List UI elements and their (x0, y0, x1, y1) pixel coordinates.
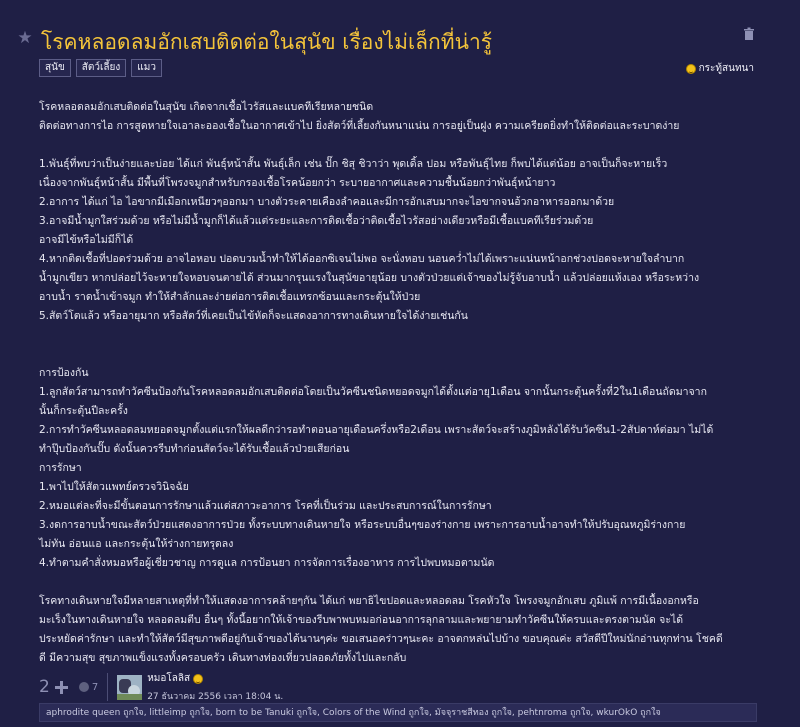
post-body (39, 98, 755, 668)
smiley-icon (686, 64, 696, 74)
vote-count: 2 (39, 677, 50, 697)
likes-list: aphrodite queen ถูกใจ, littleimp ถูกใจ, born to be Tanuki ถูกใจ, Colors of the Wind ถูกใจ, มัจจุราชสีทอง ถูกใจ, pehtnroma ถูกใจ, wkurOkO ถูกใจ (39, 703, 757, 722)
author-name[interactable]: หมอโลลิส (147, 673, 191, 684)
closing-paragraph: โรคทางเดินหายใจมีหลายสาเหตุที่ทำให้แสดงอาการคล้ายๆกัน ได้แก่ พยาธิไขปอดและหลอดลม โรคหัวใจ โพรงจมูกอักเสบ ภูมิแพ้ การมีเนื้องอกหรือ มะเร็งในทางเดินหายใจ หลอดลมตีบ อื่นๆ ทั้งนี้อยากให้เจ้าของรีบพาพบหมอก่อนอาการลุกลามและพยายามทำวัคซีนให้ครบและตรงตามนัด จะได้ ประหยัดค่ารักษา และทำให้สัตว์มีสุขภาพดีอยู่กับเจ้าของได้นานๆค่ะ ขอเสนอคร่าวๆนะคะ อาจตกหล่นไปบ้าง ขอบคุณค่ะ สวัสดีปีใหม่นักอ่านทุกท่าน โชคดี ดี มีความสุข สุขภาพแข็งแรงทั้งครอบครัว เดินทางท่องเที่ยวปลอดภัยทั้งไปและกลับ (39, 595, 723, 664)
prevention-paragraph: การป้องกัน 1.ลูกสัตว์สามารถทำวัคซีนป้องกันโรคหลอดลมอักเสบติดต่อโดยเป็นวัคซีนชนิดหยอดจมูกได้ตั้งแต่อายุ1เดือน จากนั้นกระตุ้นครั้งที่2ใน1เดือนถัดมาจาก นั้นก็กระตุ้นปีละครั้ง 2.การทำวัคซีนหลอดลมหยอดจมูกตั้งแต่แรกให้ผลดีกว่ารอทำตอนอายุเดือนครึ่งหรือ2เดือน เพราะสัตว์จะสร้างภูมิหลังได้รับวัคซีน1-2สัปดาห์ต่อมา ไม่ได้ ทำปุ๊บป้องกันปั๊บ ดังนั้นควรรีบทำก่อนสัตว์จะได้รับเชื้อแล้วป่วยเสียก่อน (39, 367, 714, 455)
topic-type-label: กระทู้สนทนา (698, 63, 754, 74)
tag-list (39, 59, 162, 77)
footer-divider (107, 673, 108, 701)
post-footer (39, 671, 283, 703)
treatment-paragraph: การรักษา 1.พาไปให้สัตวแพทย์ตรวจวินิจฉัย 2.หมอแต่ละที่จะมีขั้นตอนการรักษาแล้วแต่สภาวะอาการ โรคที่เป็นร่วม และประสบการณ์ในการรักษา 3.งดการอาบน้ำขณะสัตว์ป่วยแสดงอาการป่วย ทั้งระบบทางเดินหายใจ หรือระบบอื่นๆของร่างกาย เพราะการอาบน้ำอาจทำให้ปรับอุณหภูมิร่างกาย ไม่ทัน อ่อนแอ และกระตุ้นให้ร่างกายทรุดลง 4.ทำตามคำสั่งหมอหรือผู้เชี่ยวชาญ การดูแล การป้อนยา การจัดการเรื่องอาหาร การไปพบหมอตามนัด (39, 462, 686, 569)
topic-type-badge (686, 61, 754, 76)
topic-title: โรคหลอดลมอักเสบติดต่อในสุนัข เรื่องไม่เล็กที่น่ารู้ (41, 30, 493, 54)
symptoms-paragraph: 1.พันธุ์ที่พบว่าเป็นง่ายและบ่อย ได้แก่ พันธุ์หน้าสั้น พันธุ์เล็ก เช่น ปั๊ก ชิสุ ชิวาว่า พุดเดิ้ล ปอม หรือพันธุ์ไทย ก็พบได้แต่น้อย อาจเป็นก็จะหายเร็ว เนื่องจากพันธุ์หน้าสั้น มีพื้นที่โพรงจมูกสำหรับกรองเชื้อโรคน้อยกว่า ระบายอากาศและความชื้นน้อยกว่าพันธุ์หน้ายาว 2.อาการ ได้แก่ ไอ ไอขากมีเมือกเหนียวๆออกมา บางตัวระคายเคืองลำคอและมีการอักเสบมากจะไอขากจนอ้วกอาหารออกมาด้วย 3.อาจมีน้ำมูกใสร่วมด้วย หรือไม่มีน้ำมูกก็ได้แล้วแต่ระยะและการติดเชื้อว่าติดเชื้อไวรัสอย่างเดียวหรือมีเชื้อแบคทีเรียร่วมด้วย อาจมีไข้หรือไม่มีก็ได้ 4.หากติดเชื้อที่ปอดร่วมด้วย อาจไอหอบ ปอดบวมน้ำทำให้ได้ออกซิเจนไม่พอ จะนั่งหอบ นอนคว่ำไม่ได้เพราะแน่นหน้าอกช่วงปอดจะหายใจลำบาก น้ำมูกเขียว หากปล่อยไว้จะหายใจหอบจนตายได้ ส่วนมากรุนแรงในสุนัขอายุน้อย บางตัวป่วยแต่เจ้าของไม่รู้จับอาบน้ำ แล้วปล่อยแห้งเอง หรือระหว่าง อาบน้ำ ราดน้ำเข้าจมูก ทำให้สำลักและง่ายต่อการติดเชื้อแทรกซ้อนและกระตุ้นให้ป่วย 5.สัตว์โตแล้ว หรืออายุมาก หรือสัตว์ที่เคยเป็นไข้หัดก็จะแสดงอาการทางเดินหายใจได้ง่ายเช่นกัน (39, 158, 700, 322)
avatar[interactable] (117, 675, 142, 700)
author-info (147, 671, 283, 703)
trash-icon[interactable] (742, 26, 756, 40)
emotion-count: 7 (91, 681, 99, 693)
tag-pets[interactable]: สัตว์เลี้ยง (76, 59, 127, 77)
intro-paragraph: โรคหลอดลมอักเสบติดต่อในสุนัข เกิดจากเชื้อไวรัสและแบคทีเรียหลายชนิด ติดต่อทางการไอ การสูดหายใจเอาละอองเชื้อในอากาศเข้าไป ยิ่งสัตว์ที่เลี้ยงกันหนาแน่น การอยู่เป็นฝูง ความเครียดยิ่งทำให้ติดต่อและระบาดง่าย (39, 101, 680, 132)
tag-dog[interactable]: สุนัข (39, 59, 71, 77)
emotion-button[interactable] (79, 682, 98, 693)
favorite-star-icon[interactable]: ★ (17, 28, 33, 48)
emotion-icon (79, 682, 89, 692)
tag-cat[interactable]: แมว (131, 59, 162, 77)
author-smiley-icon (193, 674, 203, 684)
post-timestamp: 27 ธันวาคม 2556 เวลา 18:04 น. (147, 692, 284, 702)
vote-plus-icon[interactable] (55, 681, 68, 694)
